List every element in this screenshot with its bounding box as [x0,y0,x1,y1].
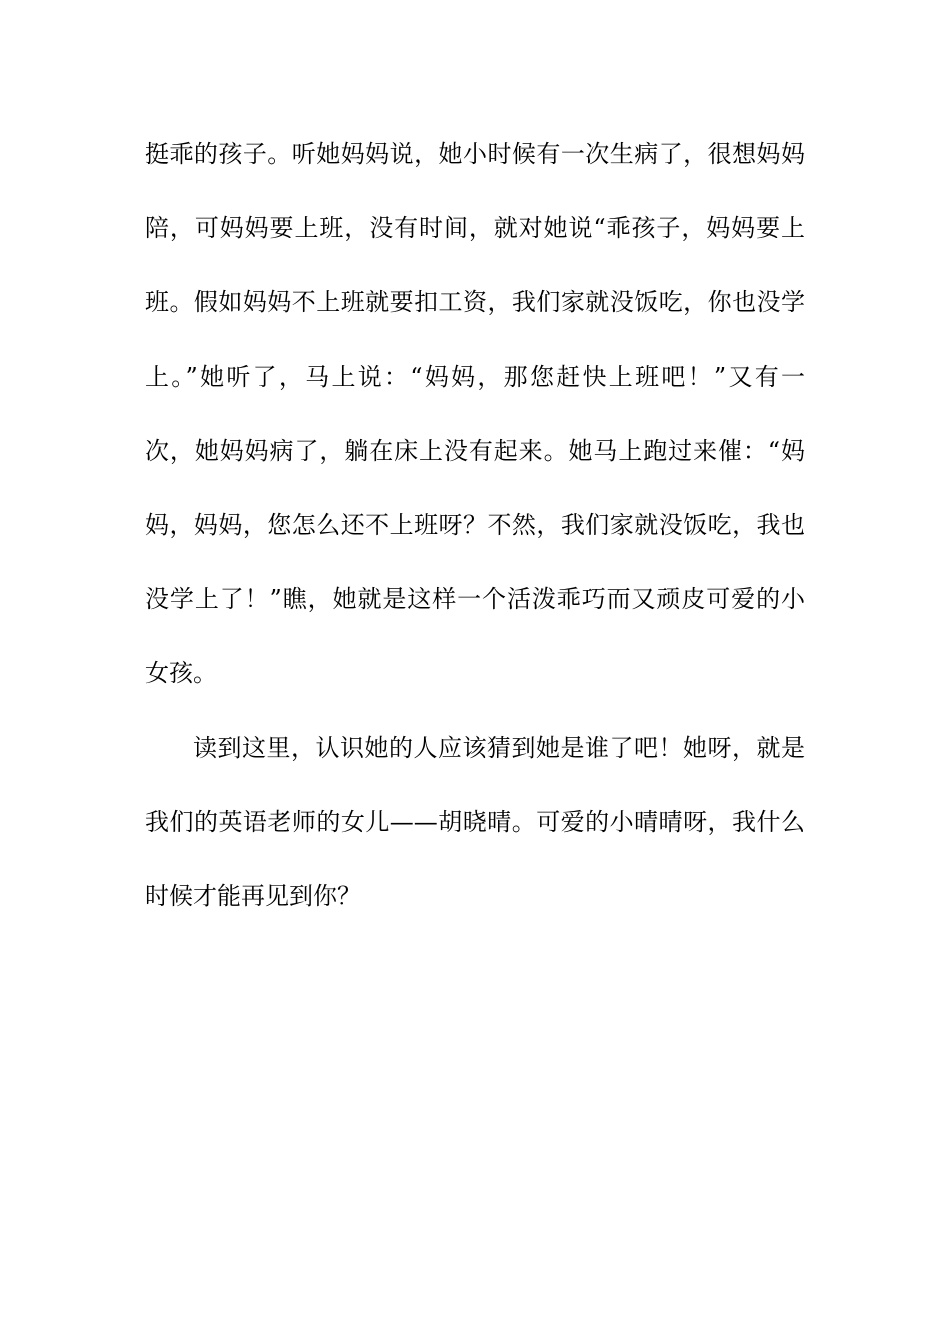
paragraph-line: 挺乖的孩子。听她妈妈说，她小时候有一次生病了，很想妈妈 [145,140,805,168]
paragraph-1 [145,117,805,711]
paragraph-line: 妈，妈妈，您怎么还不上班呀？不然，我们家就没饭吃，我也 [145,510,805,539]
paragraph-line: 陪，可妈妈要上班，没有时间，就对她说“乖孩子，妈妈要上 [145,214,805,243]
paragraph-line: 班。假如妈妈不上班就要扣工资，我们家就没饭吃，你也没学 [145,288,805,317]
paragraph-line: 女孩。 [145,659,217,688]
paragraph-line: 没学上了！”瞧，她就是这样一个活泼乖巧而又顽皮可爱的小 [145,585,805,614]
paragraph-line: 我们的英语老师的女儿——胡晓晴。可爱的小晴晴呀，我什么 [145,807,805,836]
paragraph-line: 次，她妈妈病了，躺在床上没有起来。她马上跑过来催：“妈 [145,436,805,465]
paragraph-2 [145,711,805,934]
paragraph-line: 读到这里，认识她的人应该猜到她是谁了吧！她呀，就是 [193,733,805,762]
paragraph-line: 时候才能再见到你？ [145,881,361,910]
paragraph-line: 上。”她听了，马上说：“妈妈，那您赶快上班吧！”又有一 [145,362,805,391]
